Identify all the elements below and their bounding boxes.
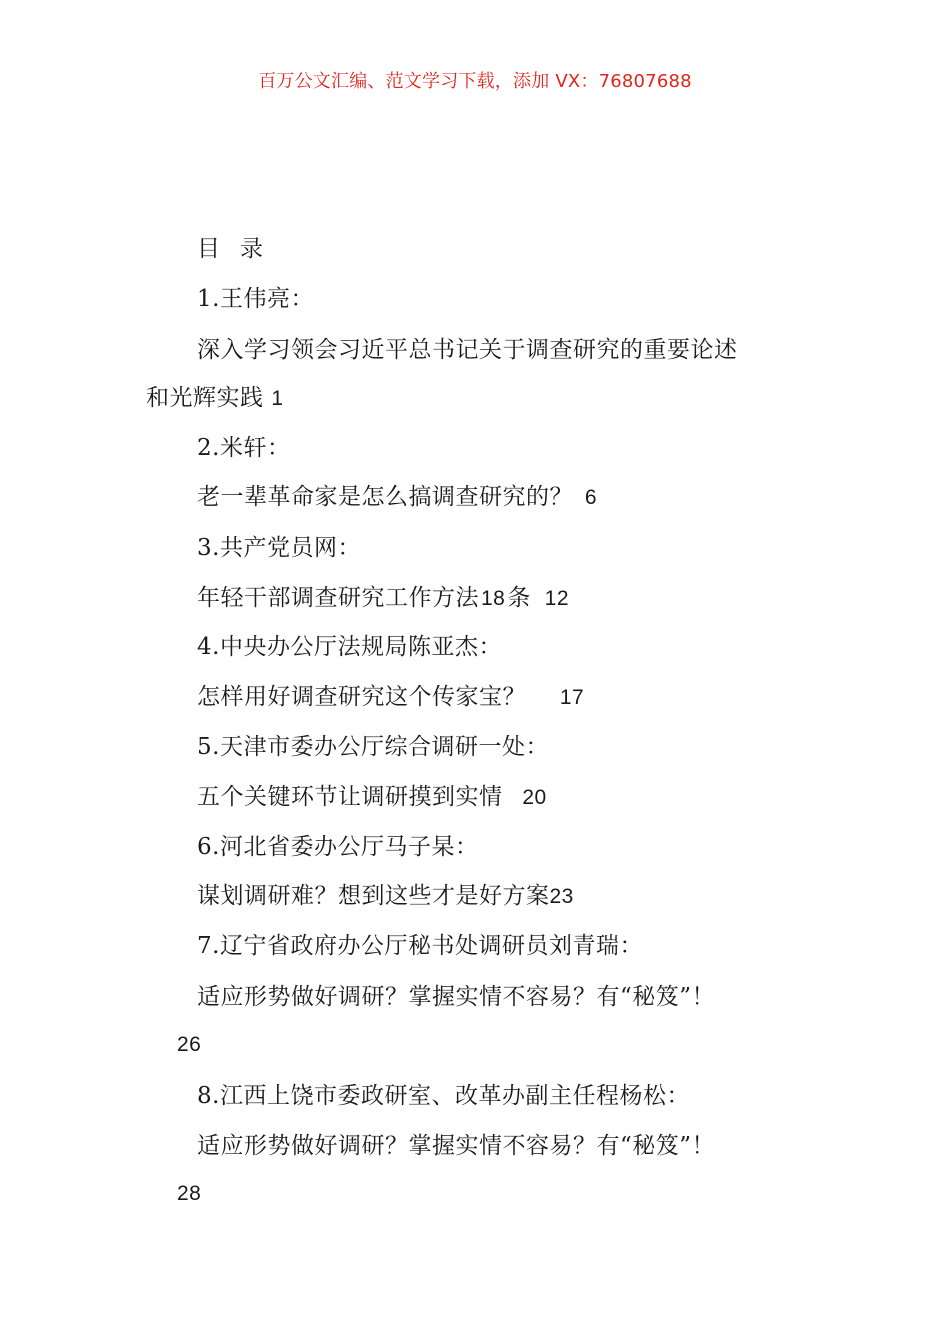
toc-entry-author: 8.江西上饶市委政研室、改革办副主任程杨松： xyxy=(197,1083,690,1109)
toc-entry-title-text: 年轻干部调查研究工作方法 xyxy=(197,585,479,611)
toc-entry-page[interactable]: 26 xyxy=(177,1033,202,1056)
toc-entry-page: 20 xyxy=(522,786,547,809)
toc-entry-title[interactable] xyxy=(197,682,584,713)
toc-entry-page: 1 xyxy=(271,387,284,410)
toc-entry-author: 4.中央办公厅法规局陈亚杰： xyxy=(197,634,502,660)
toc-title-right: 录 xyxy=(240,236,263,262)
toc-title xyxy=(197,234,263,264)
toc-entry-author: 5.天津市委办公厅综合调研一处： xyxy=(197,734,549,760)
toc-entry-page: 17 xyxy=(559,686,585,709)
toc-entry-page: 23 xyxy=(549,885,574,908)
toc-entry-author: 2.米轩： xyxy=(197,435,291,461)
toc-entry-title[interactable]: 深入学习领会习近平总书记关于调查研究的重要论述 xyxy=(197,337,738,363)
watermark-header: 百万公文汇编、范文学习下载，添加 VX：76807688 xyxy=(258,71,692,92)
toc-entry-page[interactable]: 28 xyxy=(177,1182,202,1205)
toc-entry-title-line2: 和光辉实践 xyxy=(146,385,264,411)
toc-entry-author: 7.辽宁省政府办公厅秘书处调研员刘青瑞： xyxy=(197,933,643,959)
toc-entry-title-suffix: 条 xyxy=(507,585,531,611)
toc-entry-title[interactable]: 适应形势做好调研？掌握实情不容易？有“秘笈”！ xyxy=(197,984,716,1010)
toc-entry-title[interactable] xyxy=(197,583,569,614)
toc-entry-title[interactable] xyxy=(197,881,574,912)
toc-entry-title-text: 五个关键环节让调研摸到实情 xyxy=(197,784,503,810)
toc-entry-title[interactable] xyxy=(197,482,597,513)
toc-entry-author: 3.共产党员网： xyxy=(197,535,361,561)
toc-title-left: 目 xyxy=(197,236,220,262)
toc-entry-author: 6.河北省委办公厅马子杲： xyxy=(197,834,479,860)
toc-entry-page: 12 xyxy=(544,587,570,610)
toc-entry-page: 6 xyxy=(584,486,597,509)
toc-entry-author: 1.王伟亮： xyxy=(197,286,314,312)
toc-entry-title-number: 18 xyxy=(481,587,506,610)
toc-entry-title-text: 老一辈革命家是怎么搞调查研究的？ xyxy=(197,484,573,510)
toc-entry-title-text: 谋划调研难？想到这些才是好方案 xyxy=(197,883,550,909)
toc-entry-title[interactable]: 适应形势做好调研？掌握实情不容易？有“秘笈”！ xyxy=(197,1133,716,1159)
toc-entry-title-text: 怎样用好调查研究这个传家宝？ xyxy=(197,684,526,710)
toc-entry-title-continued[interactable] xyxy=(146,383,284,414)
toc-entry-title[interactable] xyxy=(197,782,547,813)
